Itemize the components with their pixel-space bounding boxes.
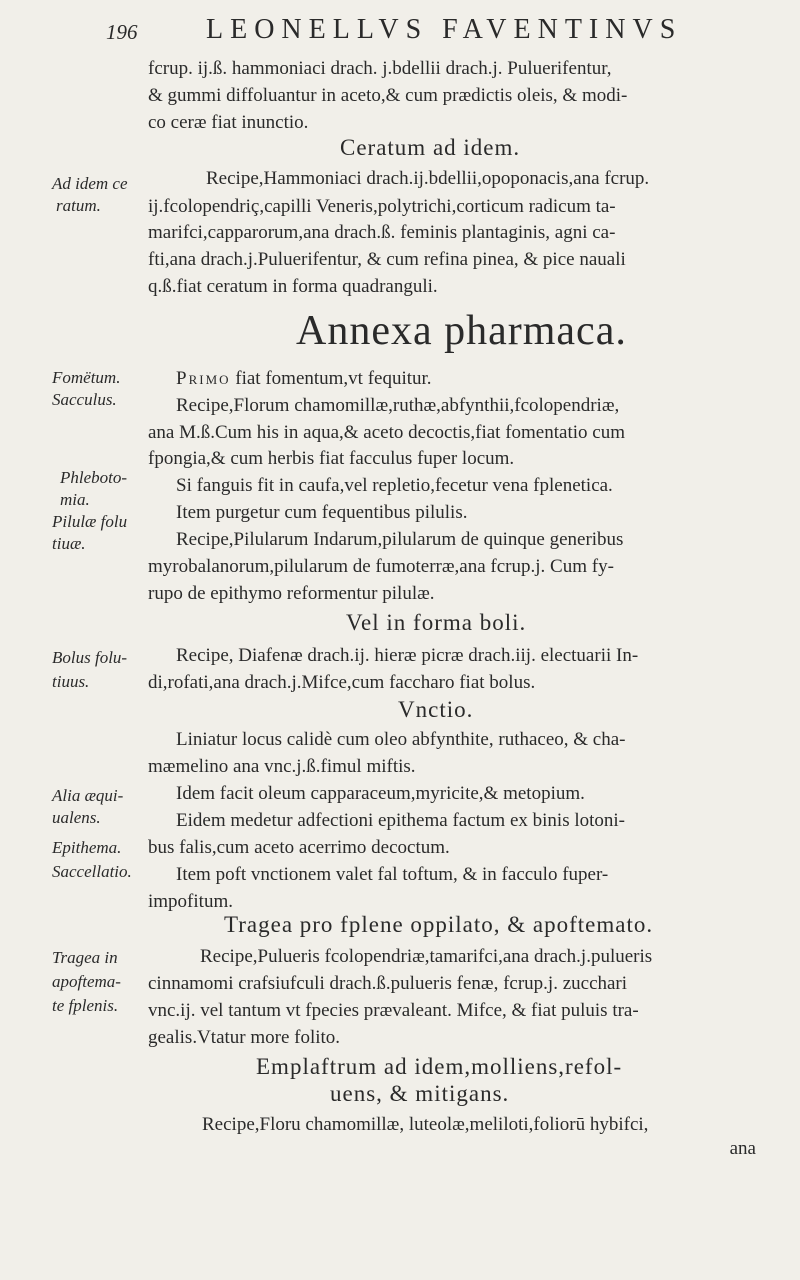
margin-note: Pilulæ folu [52,512,128,531]
margin-note: Tragea in [52,948,118,967]
margin-note: te fplenis. [52,996,119,1015]
text-line: fcrup. ij.ß. hammoniaci drach. j.bdellii drach.j. Puluerifentur, [148,58,612,79]
page-number: 196 [106,20,138,44]
text-line: Recipe,Pilularum Indarum,pilularum de quinque generibus [176,529,624,550]
text-line: gealis.Vtatur more folito. [148,1027,341,1048]
text-line: fti,ana drach.j.Puluerifentur, & cum refina pinea, & pice nauali [148,249,626,270]
text-line: & gummi diffoluantur in aceto,& cum prædictis oleis, & modi- [148,85,628,106]
text-line: ana M.ß.Cum his in aqua,& aceto decoctis,fiat fomentatio cum [148,422,625,443]
text-line: bus falis,cum aceto acerrimo decoctum. [148,837,450,858]
margin-note: mia. [60,490,90,509]
text-line: q.ß.fiat ceratum in forma quadranguli. [148,276,438,297]
running-title: LEONELLVS FAVENTINVS [206,14,683,45]
margin-note: Saccellatio. [52,862,132,881]
initial-word: Primo [176,368,231,389]
text-line: Recipe,Hammoniaci drach.ij.bdellii,opoponacis,ana fcrup. [206,168,650,189]
margin-note: Ad idem ce [52,174,128,193]
section-title: Annexa pharmaca. [296,308,627,354]
margin-note: tiuæ. [52,534,86,553]
text-line: fpongia,& cum herbis fiat facculus fuper locum. [148,448,515,469]
text-line: Item purgetur cum fequentibus pilulis. [176,502,468,523]
margin-note: apoftema- [52,972,121,991]
catchword: ana [729,1138,756,1159]
section-heading: Vnctio. [398,697,474,722]
text-line: rupo de epithymo reformentur pilulæ. [148,583,435,604]
section-heading: uens, & mitigans. [330,1081,510,1106]
text-line: di,rofati,ana drach.j.Mifce,cum faccharo fiat bolus. [148,672,536,693]
margin-note: ratum. [56,196,101,215]
text-fragment: fiat fomentum,vt fequitur. [235,368,432,389]
text-line: ij.fcolopendriç,capilli Veneris,polytrichi,corticum radicum ta- [148,196,616,217]
section-heading: Ceratum ad idem. [340,135,521,160]
margin-note: Sacculus. [52,390,117,409]
text-line: Recipe,Floru chamomillæ, luteolæ,meliloti,foliorū hybifci, [202,1114,649,1135]
text-line: Recipe,Florum chamomillæ,ruthæ,abfynthii,fcolopendriæ, [176,395,620,416]
margin-note: Fomëtum. [52,368,121,387]
text-line [176,368,432,390]
margin-note: Epithema. [52,838,122,857]
text-line: cinnamomi crafsiufculi drach.ß.pulueris fenæ, fcrup.j. zucchari [148,973,628,994]
section-heading: Emplaftrum ad idem,molliens,refol- [256,1054,623,1079]
running-header [0,12,800,52]
text-line: myrobalanorum,pilularum de fumoterræ,ana fcrup.j. Cum fy- [148,556,614,577]
text-line: Idem facit oleum capparaceum,myricite,& metopium. [176,783,585,804]
text-line: vnc.ij. vel tantum vt fpecies prævaleant. Mifce, & fiat puluis tra- [148,1000,639,1021]
text-line: Eidem medetur adfectioni epithema factum ex binis lotoni- [176,810,625,831]
text-line: marifci,capparorum,ana drach.ß. feminis plantaginis, agni ca- [148,222,616,243]
margin-note: Phleboto- [60,468,128,487]
text-line: Recipe, Diafenæ drach.ij. hieræ picræ drach.iij. electuarii In- [176,645,639,666]
text-line: impofitum. [148,891,233,912]
text-line: mæmelino ana vnc.j.ß.fimul miftis. [148,756,416,777]
text-line: Item poft vnctionem valet fal toftum, & in facculo fuper- [176,864,609,885]
section-heading: Vel in forma boli. [346,610,527,635]
text-line: Si fanguis fit in caufa,vel repletio,fecetur vena fplenetica. [176,475,613,496]
margin-note: tiuus. [52,672,90,691]
section-heading: Tragea pro fplene oppilato, & apoftemato. [224,912,654,937]
text-line: Recipe,Pulueris fcolopendriæ,tamarifci,ana drach.j.pulueris [200,946,653,967]
margin-note: Bolus folu- [52,648,128,667]
margin-note: ualens. [52,808,101,827]
text-line: co ceræ fiat inunctio. [148,112,309,133]
text-line: Liniatur locus calidè cum oleo abfynthite, ruthaceo, & cha- [176,729,626,750]
margin-note: Alia æqui- [52,786,124,805]
